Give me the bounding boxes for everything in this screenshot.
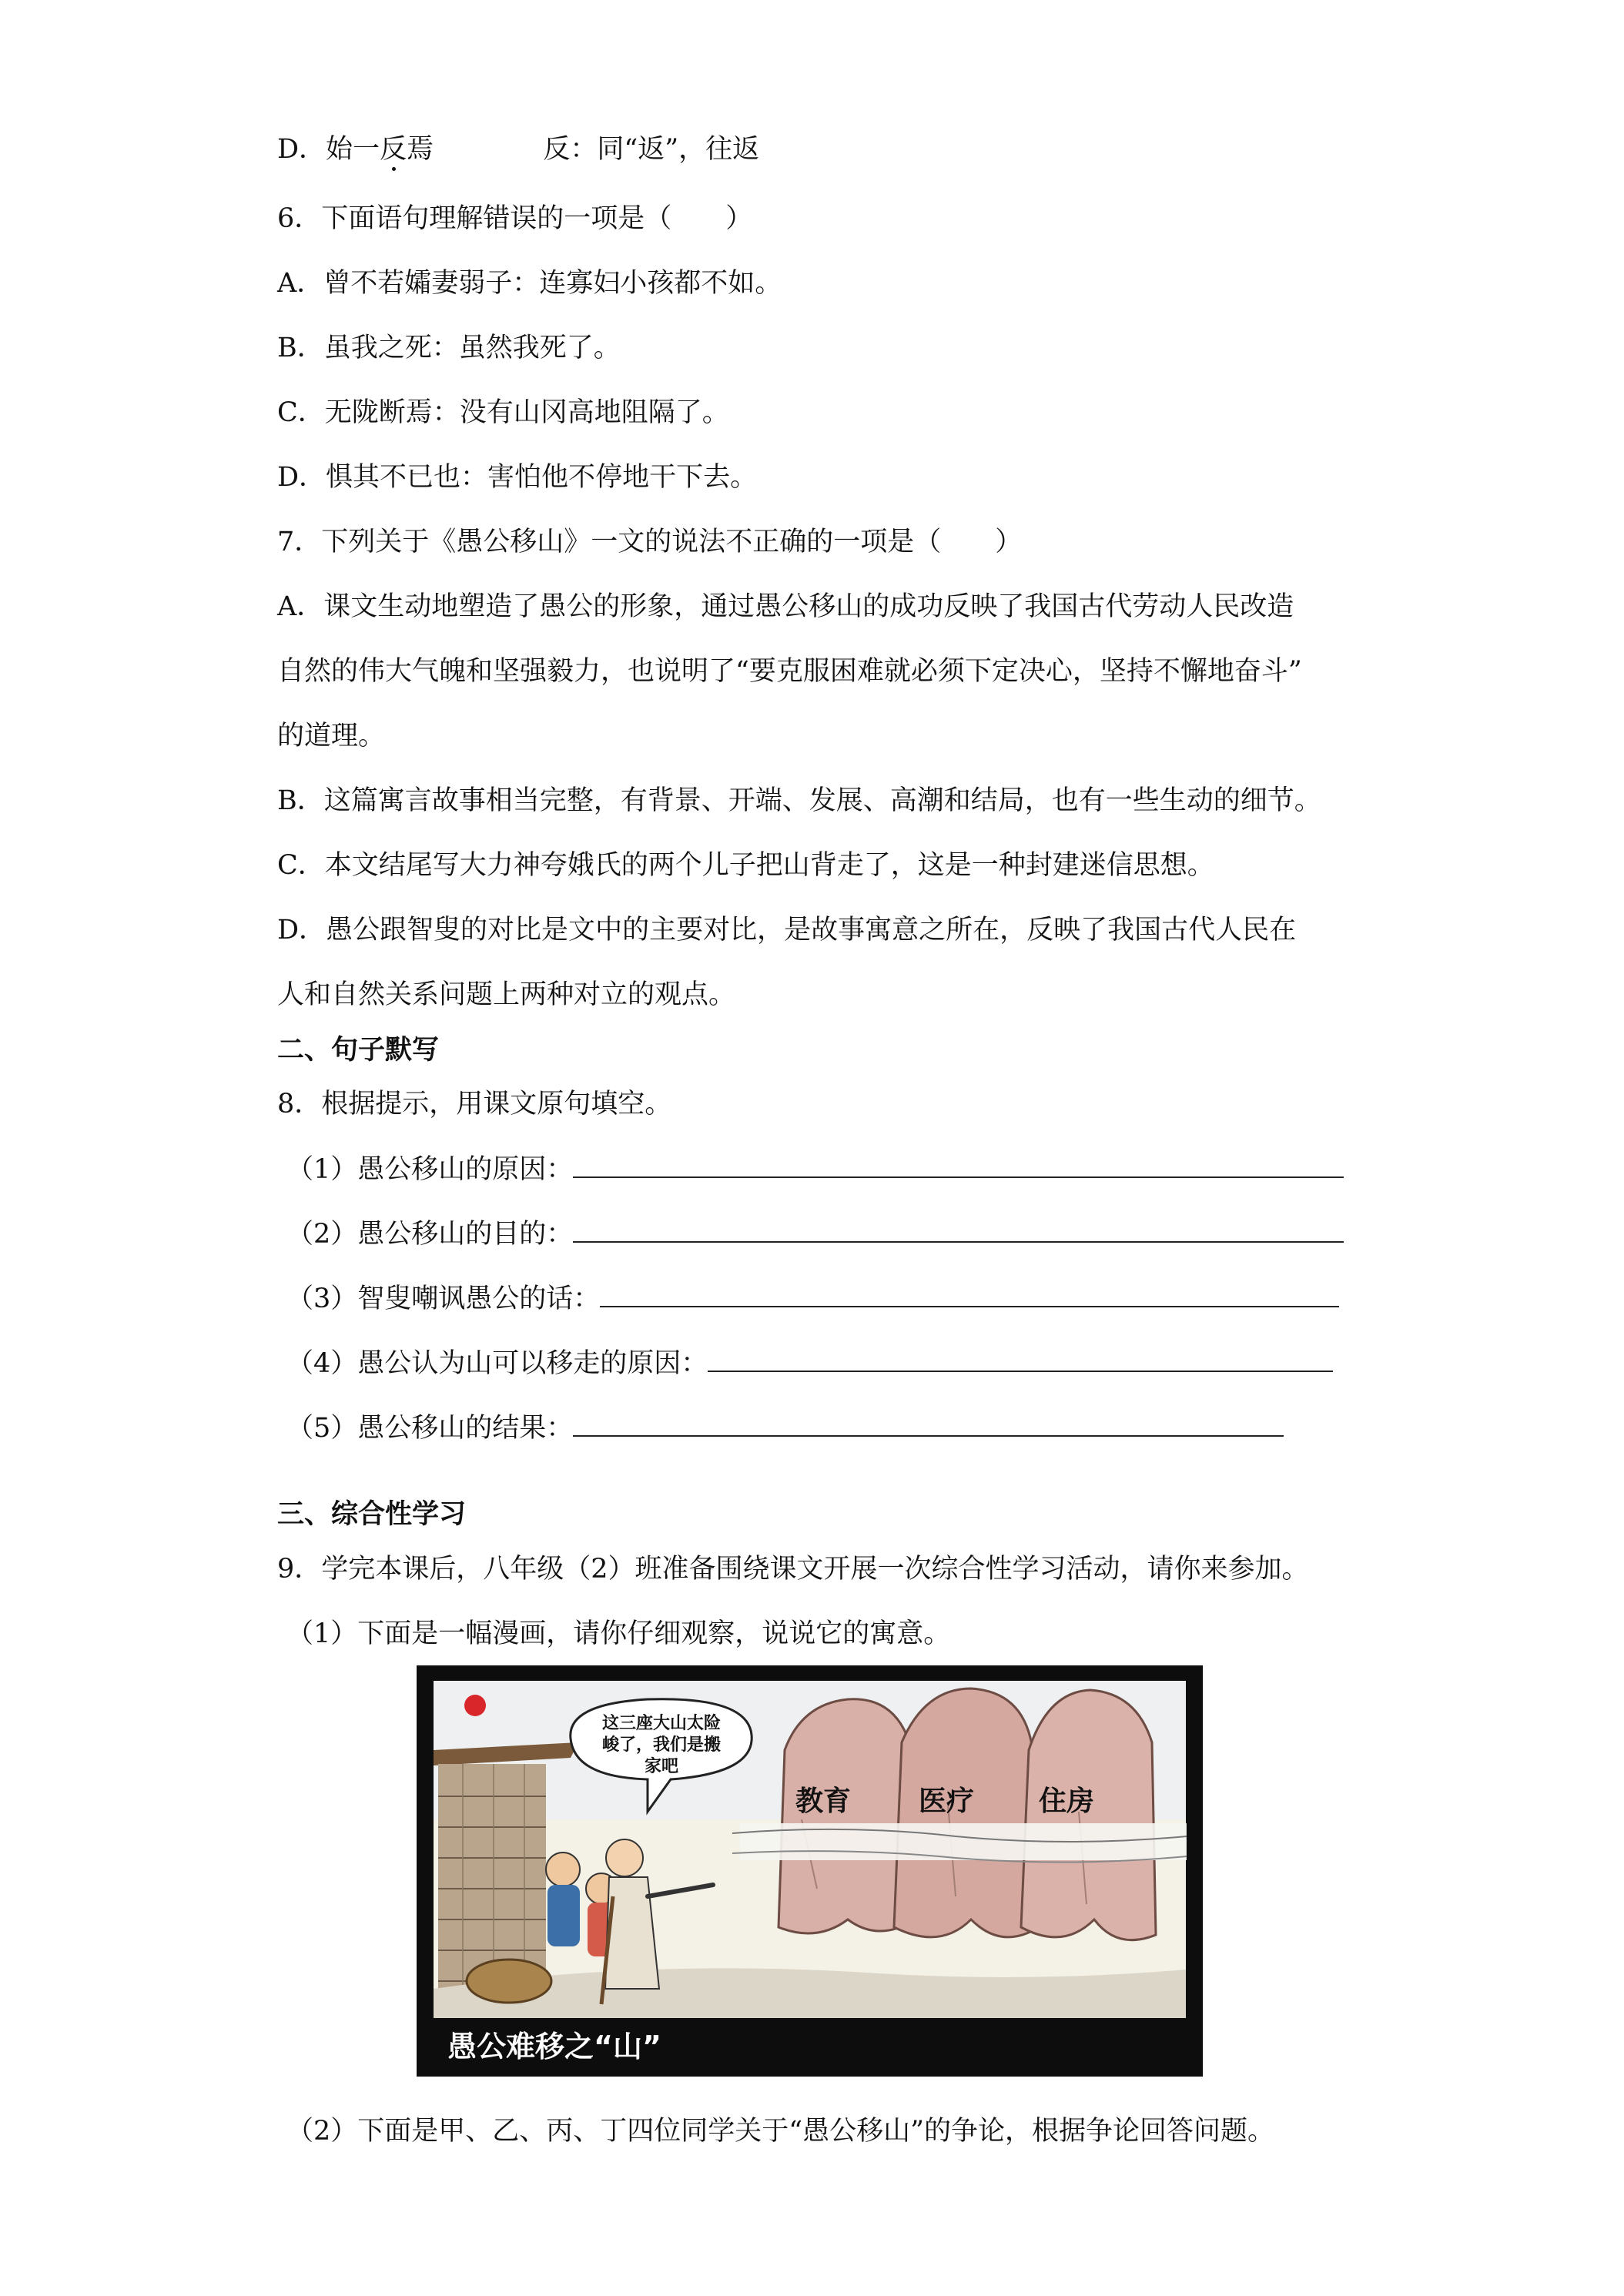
q7-option-d-line1: D．愚公跟智叟的对比是文中的主要对比，是故事寓意之所在，反映了我国古代人民在 xyxy=(277,915,1297,946)
q9-stem: 9．学完本课后，八年级（2）班准备围绕课文开展一次综合性学习活动，请你来参加。 xyxy=(277,1554,1309,1585)
q7-stem: 7．下列关于《愚公移山》一文的说法不正确的一项是（ ） xyxy=(277,527,1023,557)
mountain-label-housing: 住房 xyxy=(1039,1786,1095,1817)
cartoon-image xyxy=(417,1665,1203,2077)
q8-item-3 xyxy=(286,1281,1339,1316)
q8-stem: 8．根据提示，用课文原句填空。 xyxy=(277,1089,672,1120)
q5-d-emphasis-char: 反 xyxy=(380,134,407,165)
sun-icon xyxy=(464,1695,486,1716)
mountain-label-medical: 医疗 xyxy=(919,1786,975,1817)
answer-blank-1[interactable] xyxy=(573,1152,1344,1178)
q6-option-c: C．无陇断焉：没有山冈高地阻隔了。 xyxy=(277,397,729,428)
q5-d-note: 反：同“返”，往返 xyxy=(543,134,760,165)
q8-item-1 xyxy=(286,1152,1344,1186)
q8-item-3-label: （3）智叟嘲讽愚公的话： xyxy=(286,1284,601,1314)
q6-option-d: D．惧其不已也：害怕他不停地干下去。 xyxy=(277,462,758,493)
q7-option-a-line3: 的道理。 xyxy=(277,721,386,751)
q6-option-a: A．曾不若孀妻弱子：连寡妇小孩都不如。 xyxy=(277,268,782,299)
q7-option-c: C．本文结尾写大力神夸娥氏的两个儿子把山背走了，这是一种封建迷信思想。 xyxy=(277,850,1214,881)
mountain-label-education: 教育 xyxy=(795,1786,852,1817)
answer-blank-3[interactable] xyxy=(600,1281,1339,1307)
section-heading-3: 三、综合性学习 xyxy=(277,1499,467,1530)
q5-option-d xyxy=(277,132,759,166)
q7-option-a-line2: 自然的伟大气魄和坚强毅力，也说明了“要克服困难就必须下定决心，坚持不懈地奋斗” xyxy=(277,656,1302,687)
q7-option-b: B．这篇寓言故事相当完整，有背景、开端、发展、高潮和结局，也有一些生动的细节。 xyxy=(277,785,1321,816)
q7-option-a-line1: A．课文生动地塑造了愚公的形象，通过愚公移山的成功反映了我国古代劳动人民改造 xyxy=(277,591,1294,622)
cartoon-caption: 愚公难移之“山” xyxy=(447,2030,661,2063)
q5-d-prefix: D．始一 xyxy=(277,134,380,165)
answer-blank-5[interactable] xyxy=(573,1411,1284,1437)
speech-line-1: 这三座大山太险 xyxy=(601,1714,722,1733)
q8-item-5 xyxy=(286,1411,1284,1445)
section-heading-2: 二、句子默写 xyxy=(277,1035,440,1066)
speech-line-3: 家吧 xyxy=(644,1757,679,1776)
q8-item-2-label: （2）愚公移山的目的： xyxy=(286,1219,574,1250)
q6-option-b: B．虽我之死：虽然我死了。 xyxy=(277,333,621,363)
q8-item-1-label: （1）愚公移山的原因： xyxy=(286,1154,574,1185)
q8-item-4-label: （4）愚公认为山可以移走的原因： xyxy=(286,1348,708,1379)
q8-item-5-label: （5）愚公移山的结果： xyxy=(286,1413,574,1444)
answer-blank-4[interactable] xyxy=(708,1346,1333,1372)
q9-sub2: （2）下面是甲、乙、丙、丁四位同学关于“愚公移山”的争论，根据争论回答问题。 xyxy=(286,2116,1275,2147)
q8-item-4 xyxy=(286,1346,1333,1381)
answer-blank-2[interactable] xyxy=(573,1217,1344,1243)
speech-line-2: 峻了，我们是搬 xyxy=(601,1735,722,1755)
q5-d-suffix: 焉 xyxy=(407,134,434,165)
q7-option-d-line2: 人和自然关系问题上两种对立的观点。 xyxy=(277,979,736,1010)
q8-item-2 xyxy=(286,1217,1344,1251)
q9-sub1: （1）下面是一幅漫画，请你仔细观察，说说它的寓意。 xyxy=(286,1618,951,1649)
q6-stem: 6．下面语句理解错误的一项是（ ） xyxy=(277,203,753,234)
